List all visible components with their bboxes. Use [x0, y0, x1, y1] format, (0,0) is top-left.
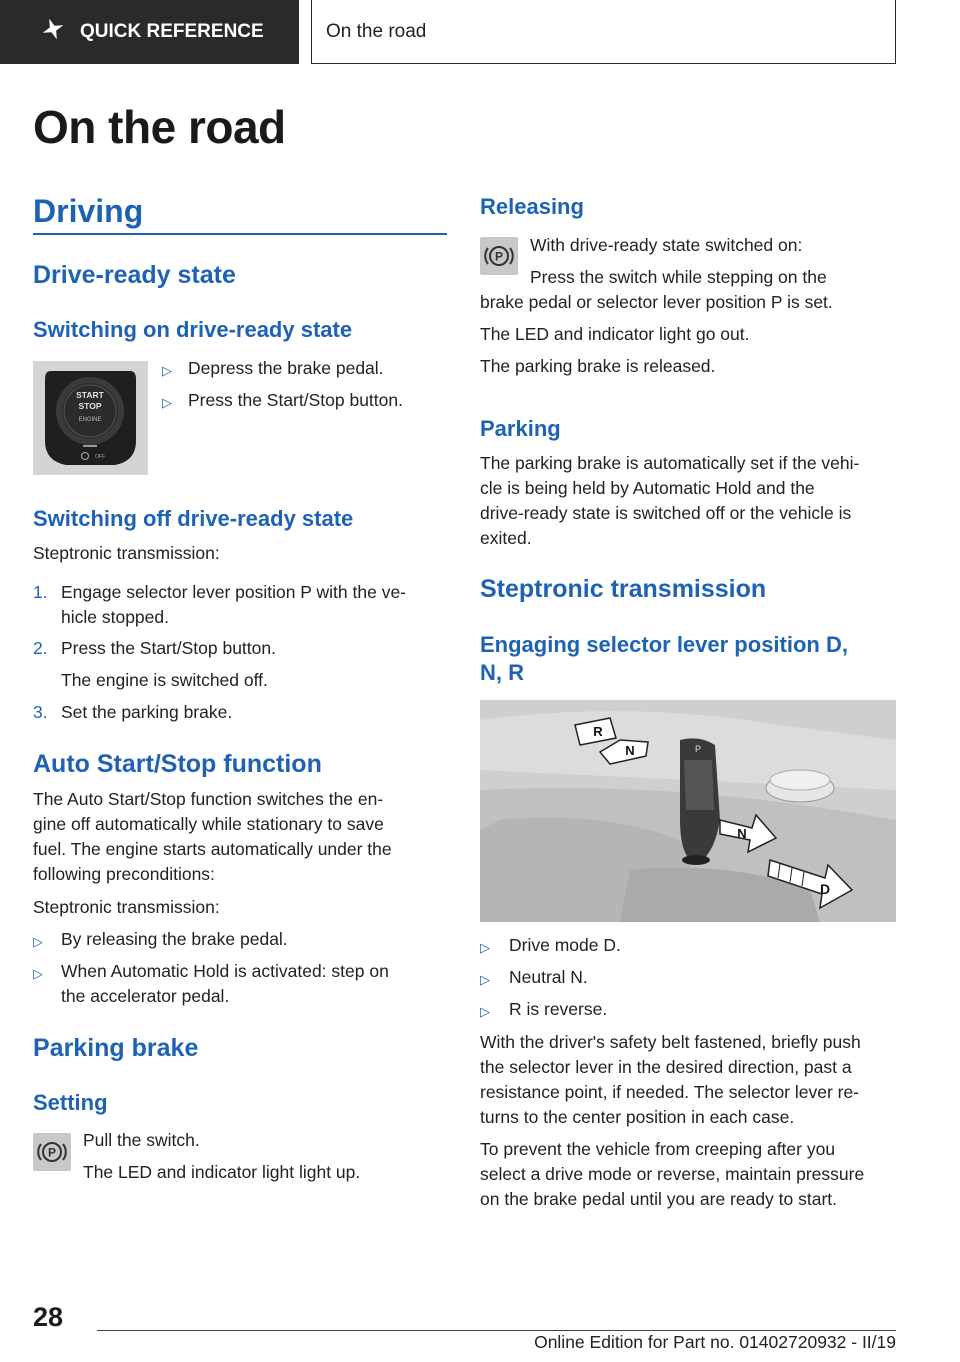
svg-text:P: P — [47, 1145, 57, 1160]
start-stop-button-image — [33, 361, 148, 475]
quick-reference-tab[interactable] — [0, 0, 299, 64]
section-tab[interactable] — [311, 0, 896, 64]
svg-text:P: P — [494, 249, 504, 264]
releasing-line: With drive-ready state switched on: — [530, 235, 803, 255]
step-item: 2. Press the Start/Stop button. The engine is switched off. — [33, 638, 276, 690]
arrow-n-down-label: N — [737, 826, 747, 841]
lever-p-label: P — [694, 744, 702, 754]
intro-text: Steptronic transmission: — [33, 897, 220, 917]
heading-switching-on: Switching on drive-ready state — [33, 317, 353, 342]
heading-engaging-selector: Engaging selector lever position D, N, R — [480, 632, 848, 685]
list-item: ▷ Press the Start/Stop button. — [162, 390, 403, 410]
selector-lever-illustration — [480, 700, 896, 922]
list-item: ▷ Drive mode D. — [480, 935, 621, 955]
footer-rule — [97, 1330, 896, 1331]
edition-text: Online Edition for Part no. 01402720932 - II/19 — [534, 1332, 896, 1352]
list-item: ▷ When Automatic Hold is activated: step on the accelerator pedal. — [33, 961, 389, 1006]
releasing-line: Press the switch while stepping on the — [530, 267, 827, 287]
list-item: ▷ Neutral N. — [480, 967, 588, 987]
start-label: START — [76, 390, 104, 400]
section-label: On the road — [326, 20, 427, 42]
heading-parking-brake: Parking brake — [33, 1034, 199, 1062]
heading-rule — [33, 233, 447, 235]
arrow-d-label: D — [819, 881, 831, 897]
parking-brake-icon — [480, 237, 518, 275]
setting-line: The LED and indicator light light up. — [83, 1162, 361, 1182]
setting-line: Pull the switch. — [83, 1130, 200, 1150]
off-label: OFF — [95, 454, 105, 460]
paragraph: To prevent the vehicle from creeping after you select a drive mode or reverse, maintain pressure on the brake pedal until you are ready to start. — [480, 1139, 865, 1209]
page-number: 28 — [33, 1302, 64, 1332]
paragraph: The parking brake is automatically set if the vehi- cle is being held by Automatic Hold and the drive-ready state is switched off or the vehicle is exited. — [480, 453, 860, 548]
releasing-line: The LED and indicator light go out. — [480, 324, 750, 344]
sparkle-icon — [40, 16, 68, 48]
releasing-line: The parking brake is released. — [480, 356, 716, 376]
heading-driving: Driving — [33, 193, 144, 229]
heading-switching-off: Switching off drive-ready state — [33, 506, 354, 531]
heading-parking: Parking — [480, 416, 561, 441]
heading-auto-start-stop: Auto Start/Stop function — [33, 750, 322, 778]
intro-text: Steptronic transmission: — [33, 543, 220, 563]
paragraph: The Auto Start/Stop function switches the en- gine off automatically while stationary to save fuel. The engine starts automatically under the following preconditions: — [33, 789, 392, 884]
heading-steptronic: Steptronic transmission — [480, 575, 767, 603]
arrow-r-label: R — [593, 724, 603, 739]
heading-setting: Setting — [33, 1090, 108, 1115]
list-item: ▷ Depress the brake pedal. — [162, 358, 384, 378]
step-item: 3. Set the parking brake. — [33, 702, 233, 722]
heading-releasing: Releasing — [480, 194, 584, 219]
engine-label: ENGINE — [78, 417, 102, 423]
releasing-line: brake pedal or selector lever position P is set. — [480, 292, 833, 312]
heading-drive-ready-state: Drive-ready state — [33, 261, 236, 289]
stop-label: STOP — [78, 401, 102, 411]
paragraph: With the driver's safety belt fastened, briefly push the selector lever in the desired direction, past a resistance point, if needed. The selector lever re- turns to the center position in each case. — [480, 1032, 861, 1127]
page-title: On the road — [33, 101, 286, 153]
parking-brake-icon — [33, 1133, 71, 1171]
quick-reference-label: QUICK REFERENCE — [80, 21, 264, 42]
arrow-n-up-label: N — [625, 743, 635, 758]
list-item: ▷ R is reverse. — [480, 999, 608, 1019]
list-item: ▷ By releasing the brake pedal. — [33, 929, 288, 949]
step-item: 1. Engage selector lever position P with the ve- hicle stopped. — [33, 582, 407, 627]
